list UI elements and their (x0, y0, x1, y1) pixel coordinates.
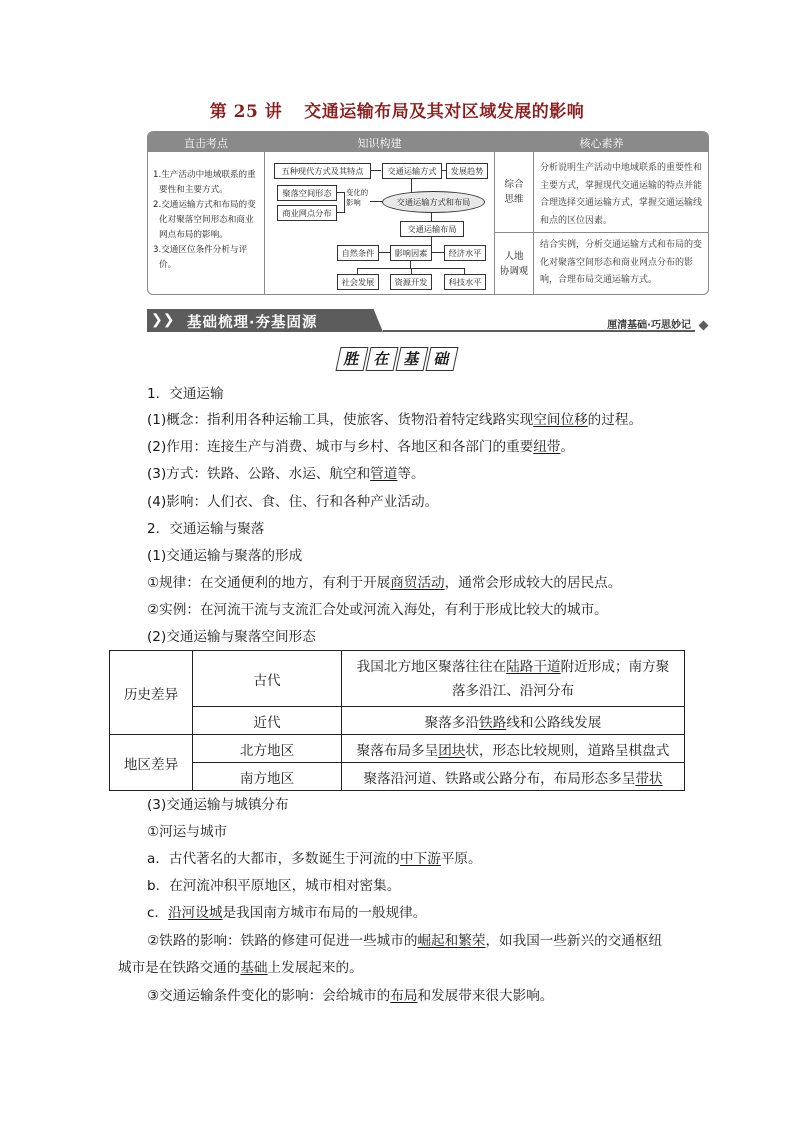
literacy-label: 综合 思维 (495, 152, 534, 232)
text-line: a．古代著名的大都市，多数诞生于河流的中下游平原。 (147, 851, 482, 867)
table-subhead: 南方地区 (193, 763, 342, 791)
exam-points-column (148, 152, 265, 294)
table-subhead: 北方地区 (193, 735, 342, 763)
connector-line (344, 192, 345, 213)
map-box: 经济水平 (444, 245, 486, 261)
connector-line (370, 201, 382, 202)
map-box: 社会发展 (337, 274, 379, 290)
heading-town-distribution: (3)交通运输与城镇分布 (147, 797, 289, 813)
section-tag-char: 础 (425, 347, 458, 371)
connector-line (431, 252, 444, 253)
literacy-text: 分析说明生产活动中地域联系的重要性和主要方式，掌握现代交通运输的特点并能合理选择交通运输方式，掌握交通运输线和点的区位因素。 (540, 163, 703, 226)
text-line: ②实例：在河流干流与支流汇合处或河流入海处，有利于形成比较大的城市。 (147, 602, 608, 618)
diamond-icon (699, 321, 709, 331)
map-box: 发展趋势 (446, 163, 488, 179)
connector-line (431, 212, 432, 221)
section-tag-char: 胜 (335, 347, 368, 371)
map-box: 交通运输布局 (400, 221, 464, 237)
table-row-head: 历史差异 (110, 651, 193, 735)
exam-point-item: 2.交通运输方式和布局的变化对聚落空间形态和商业网点布局的影响。 (153, 200, 256, 240)
text-line: (3)方式：铁路、公路、水运、航空和管道等。 (147, 466, 425, 482)
connector-line (336, 192, 344, 193)
table-cell: 我国北方地区聚落往往在陆路干道附近形成；南方聚 落多沿江、沿河分布 (342, 651, 685, 707)
map-box: 交通运输方式 (382, 163, 442, 179)
table-cell: 聚落多沿铁路线和公路线发展 (342, 707, 685, 735)
page-title (0, 97, 794, 122)
connector-line (441, 170, 446, 171)
table-cell: 聚落沿河道、铁路或公路分布，布局形态多呈带状 (342, 763, 685, 791)
knowledge-map (265, 152, 495, 294)
text-line: (4)影响：人们衣、食、住、行和各种产业活动。 (147, 494, 439, 510)
map-box: 影响因素 (390, 245, 432, 261)
connector-line (431, 236, 432, 245)
text-line: 城市是在铁路交通的基础上发展起来的。 (118, 960, 363, 976)
text-line: (2)交通运输与聚落空间形态 (147, 629, 316, 645)
col-title-points: 直击考点 (184, 137, 228, 150)
overview-header-bar (148, 132, 708, 152)
section-tag-char: 基 (395, 347, 428, 371)
lesson-title: 交通运输布局及其对区域发展的影响 (304, 102, 585, 122)
map-box: 聚落空间形态 (277, 185, 337, 201)
connector-line (410, 260, 411, 268)
text-line: b．在河流冲积平原地区，城市相对密集。 (147, 878, 401, 894)
section-tag-char: 在 (365, 347, 398, 371)
text-line: ①河运与城市 (147, 824, 228, 840)
heading-transport: 1．交通运输 (147, 386, 224, 402)
map-box: 科技水平 (444, 274, 486, 290)
connector-line (378, 252, 390, 253)
banner-title: 基础梳理·夯基固源 (187, 315, 318, 331)
col-title-literacy: 核心素养 (579, 137, 624, 150)
heading-settlement: 2．交通运输与聚落 (147, 521, 265, 537)
text-line: ②铁路的影响：铁路的修建可促进一些城市的崛起和繁荣，如我国一些新兴的交通枢纽 (147, 933, 663, 949)
exam-point-item: 3.交通区位条件分析与评价。 (153, 245, 248, 270)
literacy-column (495, 152, 708, 294)
table-row-head: 地区差异 (110, 735, 193, 791)
table-subhead: 古代 (193, 651, 342, 707)
text-line: ③交通运输条件变化的影响：会给城市的布局和发展带来很大影响。 (147, 988, 554, 1004)
exam-point-item: 1.生产活动中地域联系的重要性和主要方式。 (153, 170, 256, 195)
text-line: (2)作用：连接生产与消费、城市与乡村、各地区和各部门的重要纽带。 (147, 439, 575, 455)
literacy-label: 人地 协调观 (495, 233, 534, 294)
table-cell: 聚落布局多呈团块状，形态比较规则，道路呈棋盘式 (342, 735, 685, 763)
col-title-knowledge: 知识构建 (357, 137, 402, 150)
map-box: 资源开发 (390, 274, 432, 290)
chevron-deco-icon: ❯❯ (151, 312, 175, 328)
map-center-node: 交通运输方式和布局 (382, 191, 485, 213)
map-box: 五种现代方式及其特点 (274, 163, 371, 179)
text-line: (1)概念：指利用各种运输工具，使旅客、货物沿着特定线路实现空间位移的过程。 (147, 412, 643, 428)
lesson-number: 第 25 讲 (209, 102, 283, 122)
section-tag (0, 347, 794, 371)
section-banner (147, 309, 707, 332)
text-line: c．沿河设城是我国南方城市布局的一般规律。 (147, 905, 427, 921)
literacy-row (495, 152, 708, 233)
text-line: (1)交通运输与聚落的形成 (147, 548, 303, 564)
literacy-text: 结合实例，分析交通运输方式和布局的变化对聚落空间形态和商业网点分布的影响，合理布局交通运输方式。 (540, 240, 703, 285)
connector-line (336, 212, 344, 213)
overview-panel (147, 131, 709, 295)
text-line: ①规律：在交通便利的地方，有利于开展商贸活动，通常会形成较大的居民点。 (147, 575, 622, 591)
map-box: 商业网点分布 (277, 205, 337, 221)
map-bridge-label: 变化的 影响 (346, 188, 369, 207)
table-subhead: 近代 (193, 707, 342, 735)
settlement-form-table (109, 650, 685, 791)
literacy-row (495, 233, 708, 294)
map-box: 自然条件 (337, 245, 379, 261)
connector-line (370, 170, 381, 171)
banner-subtitle: 厘清基础·巧思妙记 (607, 320, 691, 331)
